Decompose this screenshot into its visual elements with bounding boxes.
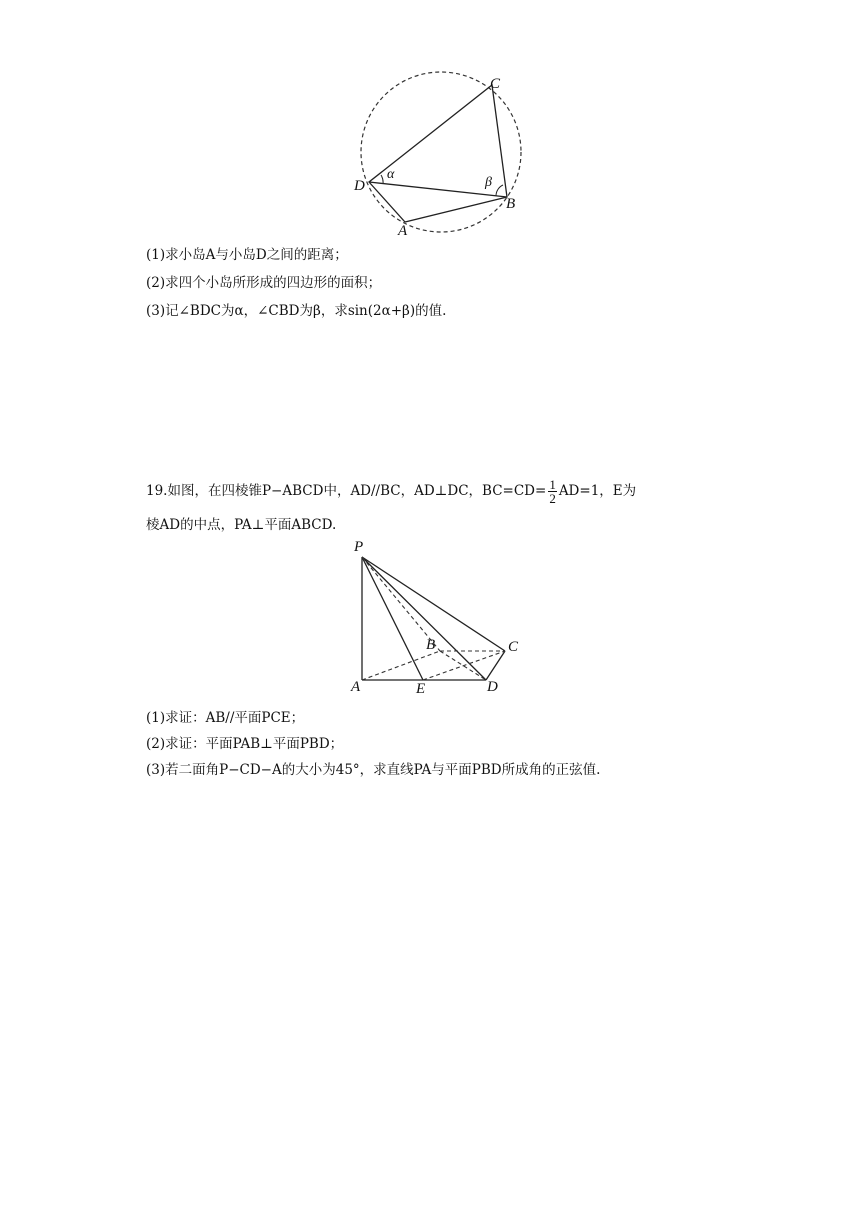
p18-question-1: (1)求小岛A与小岛D之间的距离；	[146, 247, 348, 263]
p18-question-2: (2)求四个小岛所形成的四边形的面积；	[146, 275, 382, 291]
p19-question-1: (1)求证：AB//平面PCE；	[146, 710, 305, 726]
p19-stem-part-b: AD=1，E为	[558, 483, 637, 499]
label-b: B	[506, 196, 516, 212]
label-c2: C	[508, 639, 519, 655]
label-d: D	[354, 178, 365, 194]
fraction-denominator: 2	[549, 491, 556, 506]
edge-pe	[362, 557, 423, 680]
label-c: C	[490, 76, 501, 92]
fraction-numerator: 1	[549, 477, 556, 492]
label-p: P	[354, 539, 364, 555]
p19-question-3: (3)若二面角P−CD−A的大小为45°，求直线PA与平面PBD所成角的正弦值.	[146, 762, 601, 778]
label-beta: β	[485, 175, 492, 190]
label-a: A	[398, 223, 408, 239]
edge-dc	[486, 651, 505, 680]
p18-question-3: (3)记∠BDC为α，∠CBD为β，求sin(2α+β)的值.	[146, 303, 447, 319]
label-alpha: α	[387, 167, 395, 182]
label-e: E	[416, 681, 426, 697]
label-b2: B	[426, 637, 436, 653]
edge-ab	[362, 651, 440, 680]
edge-pd	[362, 557, 486, 680]
p19-stem-line-2: 棱AD的中点，PA⊥平面ABCD.	[146, 517, 337, 533]
label-d2: D	[487, 679, 498, 695]
p19-question-2: (2)求证：平面PAB⊥平面PBD；	[146, 736, 344, 752]
label-a2: A	[351, 679, 361, 695]
p19-stem-part-a: 19.如图，在四棱锥P−ABCD中，AD//BC，AD⊥DC，BC=CD=	[146, 483, 547, 499]
